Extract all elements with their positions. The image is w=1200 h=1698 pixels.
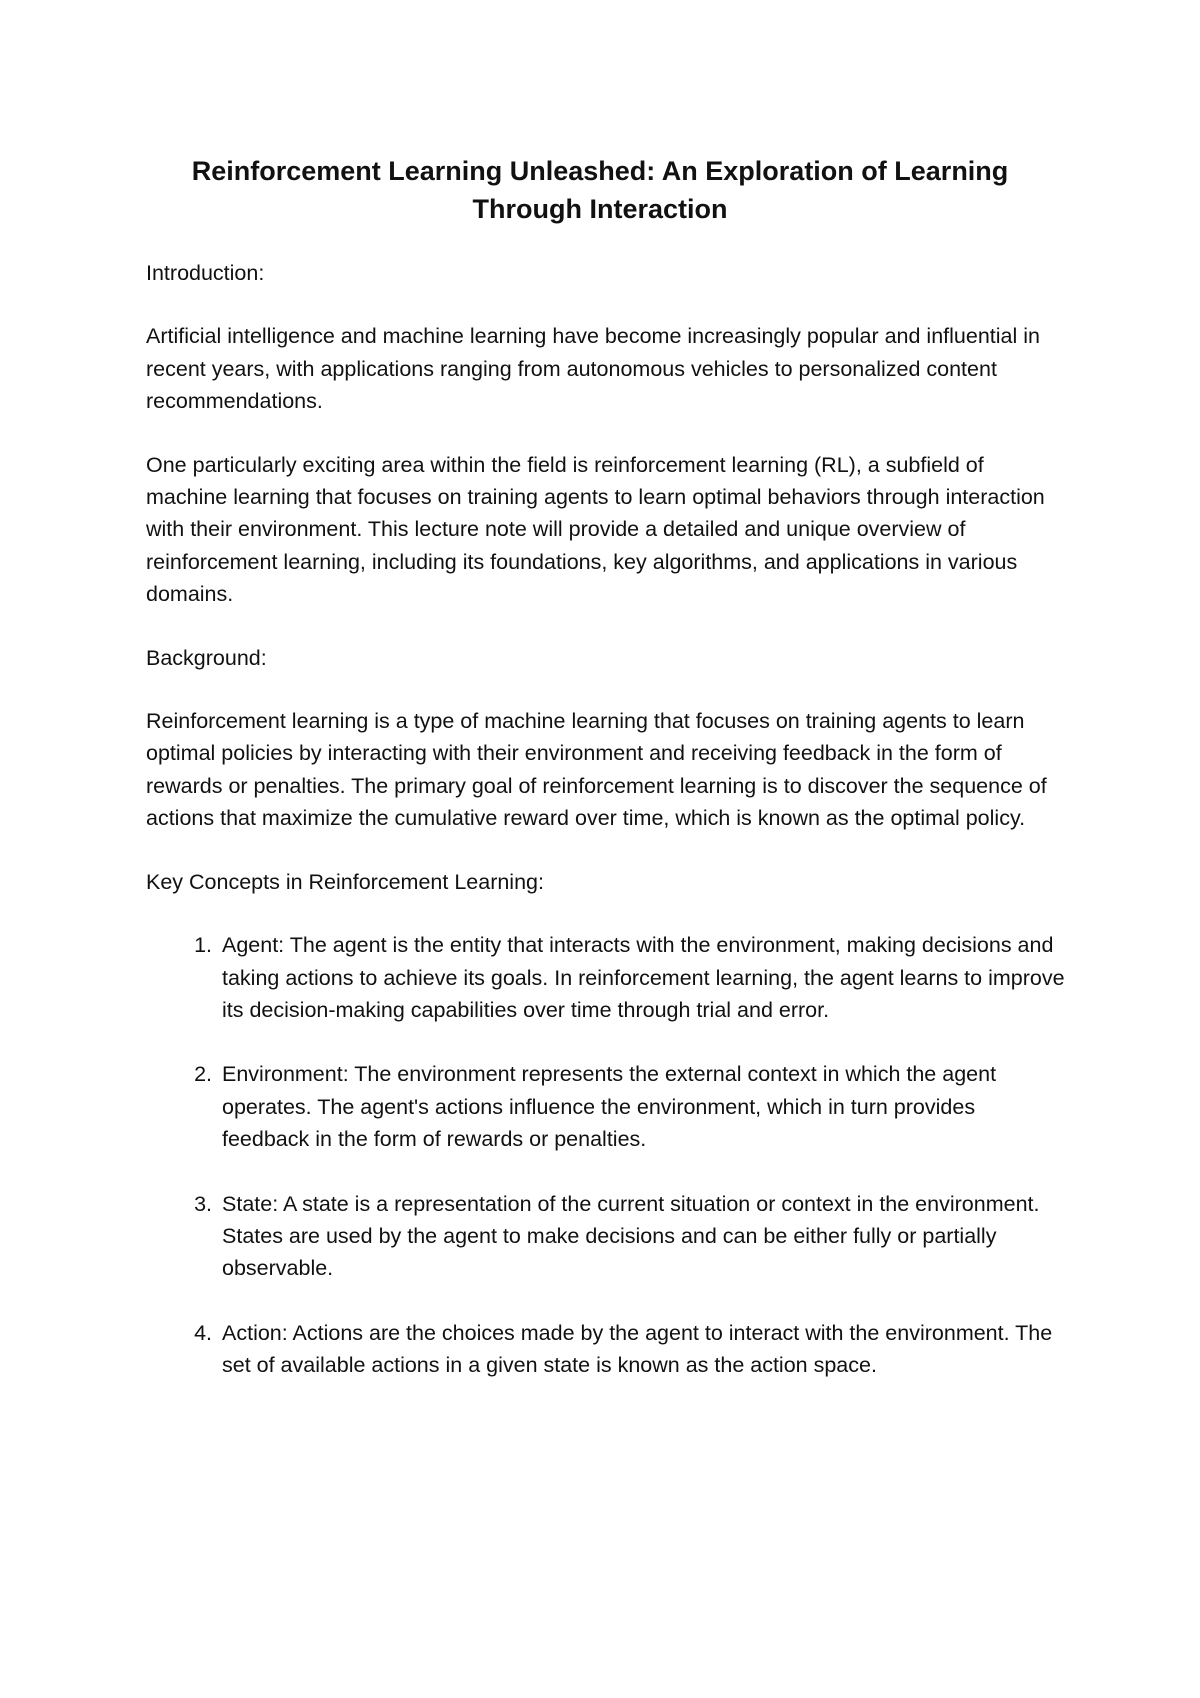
- key-concepts-heading: Key Concepts in Reinforcement Learning:: [146, 869, 544, 894]
- document-body: [146, 257, 1066, 1414]
- key-concepts-list: [146, 929, 1066, 1381]
- background-paragraph-1: Reinforcement learning is a type of machine learning that focuses on training agents to learn optimal policies by interacting with their environment and receiving feedback in the form of rewards or penalties. The primary goal of reinforcement learning is to discover the sequence of actions that maximize the cumulative reward over time, which is known as the optimal policy.: [146, 709, 1047, 831]
- document-title: Reinforcement Learning Unleashed: An Exploration of Learning Through Interaction: [191, 156, 1009, 224]
- list-item: 2. Environment: The environment represents the external context in which the agent operates. The agent's actions influence the environment, which in turn provides feedback in the form of rewards or penalties.: [218, 1058, 1066, 1155]
- background-heading: Background:: [146, 645, 267, 670]
- list-item: 4. Action: Actions are the choices made by the agent to interact with the environment. The set of available actions in a given state is known as the action space.: [218, 1317, 1066, 1382]
- list-item: 3. State: A state is a representation of the current situation or context in the environment. States are used by the agent to make decisions and can be either fully or partially observable.: [218, 1188, 1066, 1285]
- list-item: 1. Agent: The agent is the entity that interacts with the environment, making decisions and taking actions to achieve its goals. In reinforcement learning, the agent learns to improve its decision-making capabilities over time through trial and error.: [218, 929, 1066, 1026]
- introduction-paragraph-2: One particularly exciting area within the field is reinforcement learning (RL), a subfield of machine learning that focuses on training agents to learn optimal behaviors through interaction with their environment. This lecture note will provide a detailed and unique overview of reinforcement learning, including its foundations, key algorithms, and applications in various domains.: [146, 452, 1045, 607]
- introduction-paragraph-1: Artificial intelligence and machine learning have become increasingly popular and influential in recent years, with applications ranging from autonomous vehicles to personalized content recommendations.: [146, 324, 1040, 414]
- introduction-heading: Introduction:: [146, 261, 265, 285]
